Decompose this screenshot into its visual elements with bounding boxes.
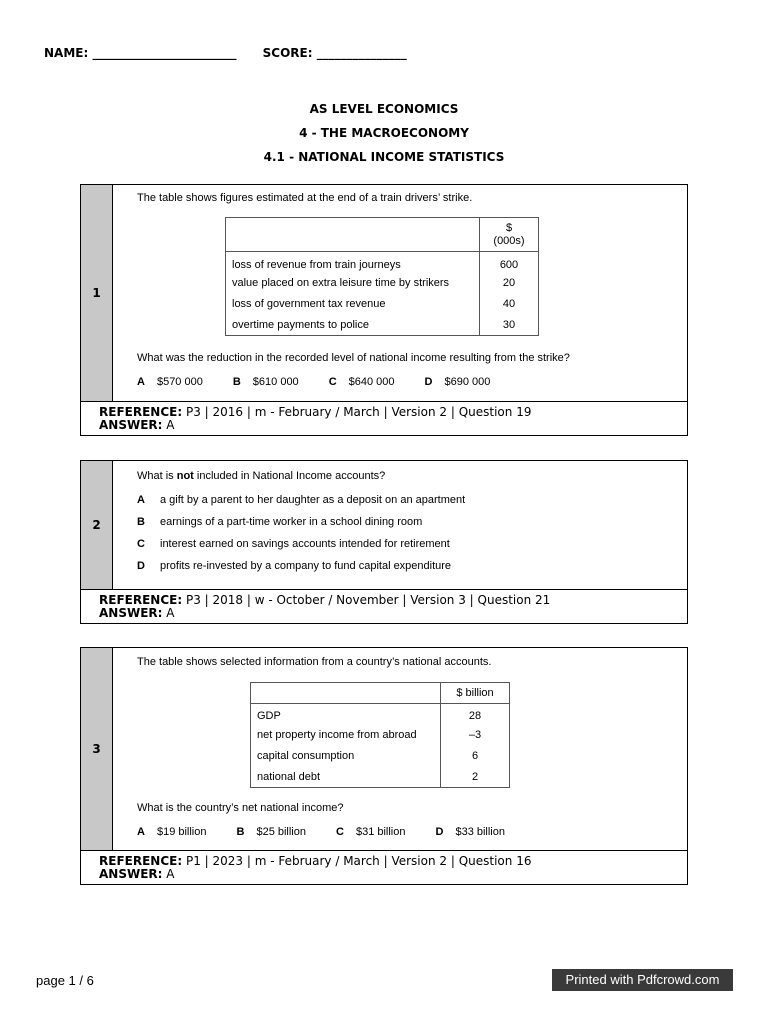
answer-text: A xyxy=(166,867,175,881)
option-c: C $31 billion xyxy=(336,826,406,838)
table-row: overtime payments to police 30 xyxy=(226,315,539,336)
option-b: B $610 000 xyxy=(232,376,299,388)
reference-text: P1 | 2023 | m - February / March | Version 2 | Question 16 xyxy=(185,854,532,868)
pdfcrowd-banner[interactable]: Printed with Pdfcrowd.com xyxy=(552,969,733,991)
question-stem: The table shows selected information from a country’s national accounts. xyxy=(137,656,492,668)
question-number: 1 xyxy=(81,185,113,401)
name-field: NAME: ________________________ xyxy=(44,46,237,60)
data-table xyxy=(225,217,539,336)
topic-title: 4.1 - NATIONAL INCOME STATISTICS xyxy=(263,150,505,164)
table-row: GDP 28 xyxy=(251,704,510,725)
question-stem: The table shows figures estimated at the end of a train drivers’ strike. xyxy=(137,192,473,204)
option-b: B $25 billion xyxy=(236,826,306,838)
question-prompt: What is the country’s net national income? xyxy=(137,802,344,814)
answer-options xyxy=(137,826,535,838)
question-prompt: What was the reduction in the recorded level of national income resulting from the strike? xyxy=(137,352,570,364)
table-row: loss of government tax revenue 40 xyxy=(226,294,539,315)
option-d: D $690 000 xyxy=(424,376,491,388)
column-header-line1: $ xyxy=(505,221,513,234)
column-header-line2: (000s) xyxy=(493,234,525,247)
question-stem: What is not included in National Income accounts? xyxy=(137,470,386,482)
table-row: capital consumption 6 xyxy=(251,746,510,767)
question-2 xyxy=(80,460,688,624)
answer-text: A xyxy=(166,418,175,432)
answer-options xyxy=(137,376,520,388)
reference-text: P3 | 2018 | w - October / November | Version 3 | Question 21 xyxy=(185,593,551,607)
option-a: A a gift by a parent to her daughter as a deposit on an apartment xyxy=(137,494,466,506)
table-row: loss of revenue from train journeys 600 xyxy=(226,252,539,273)
option-a: A $570 000 xyxy=(137,376,203,388)
question-number: 3 xyxy=(81,648,113,850)
table-row: value placed on extra leisure time by strikers 20 xyxy=(226,273,539,294)
answer-text: A xyxy=(166,606,175,620)
option-d: D $33 billion xyxy=(435,826,505,838)
column-header: $ billion xyxy=(441,683,510,704)
question-number: 2 xyxy=(81,461,113,589)
unit-title: 4 - THE MACROECONOMY xyxy=(299,126,469,140)
score-field: SCORE: _______________ xyxy=(262,46,407,60)
data-table xyxy=(250,682,510,788)
reference-text: P3 | 2016 | m - February / March | Version 2 | Question 19 xyxy=(185,405,532,419)
student-header xyxy=(44,46,407,60)
reference-block: REFERENCE: P1 | 2023 | m - February / March | Version 2 | Question 16 ANSWER: A xyxy=(99,854,532,881)
option-c: C interest earned on savings accounts intended for retirement xyxy=(137,538,450,550)
reference-block: REFERENCE: P3 | 2016 | m - February / March | Version 2 | Question 19 ANSWER: A xyxy=(99,405,532,432)
question-1 xyxy=(80,184,688,436)
question-3 xyxy=(80,647,688,885)
option-b: B earnings of a part-time worker in a school dining room xyxy=(137,516,423,528)
option-c: C $640 000 xyxy=(328,376,395,388)
table-row: national debt 2 xyxy=(251,767,510,788)
course-title: AS LEVEL ECONOMICS xyxy=(309,102,459,116)
page-number: page 1 / 6 xyxy=(36,973,94,988)
option-a: A $19 billion xyxy=(137,826,207,838)
option-d: D profits re-invested by a company to fund capital expenditure xyxy=(137,560,452,572)
reference-block: REFERENCE: P3 | 2018 | w - October / November | Version 3 | Question 21 ANSWER: A xyxy=(99,593,551,620)
document-titles xyxy=(0,102,768,174)
table-row: net property income from abroad –3 xyxy=(251,725,510,746)
